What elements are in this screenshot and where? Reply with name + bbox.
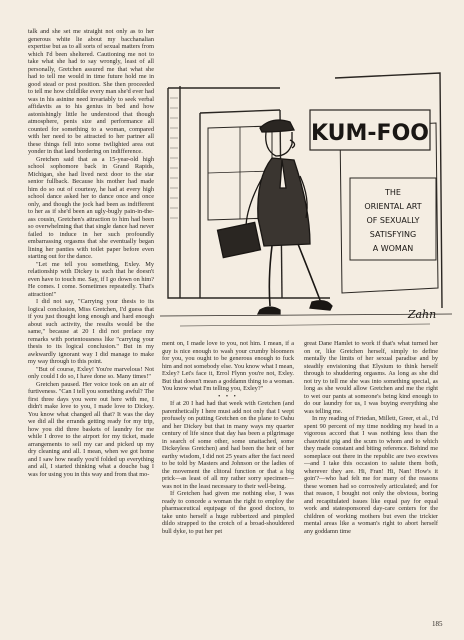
window-sign-line: THE — [385, 188, 401, 197]
paragraph: If at 20 I had had that week with Gretchen (and parenthetically I here must add not only that I wept profusely on putting Gretchen on the plane to Oahu and her Dickey but that in many ways my quarter century of life since that day has been a pilgrimage in search of some other, some unattached, some Dickeyless Gretchen) and had been the heir of her earthy wisdom, I did not 25 years after the fact need to be told by Masters and Johnson or the ladies of the movement the clitoral function or that a big prick—as least of all my rather sorry specimen—was not in the least necessary to their well-being. — [162, 400, 294, 490]
paragraph: I did not say, "Carrying your thesis to its logical conclusion, Miss Gretchen, I'd guess that if you just thought long enough and hard enough about such activity, the results would be the same," because at 20 I did not preface my remarks with portentousness like "carrying your thesis to its logical conclusion." But in my awkwardly ignorant way I did manage to make my way through to this point. — [28, 298, 154, 365]
paragraph: If Gretchen had given me nothing else, I was ready to concede a woman the right to employ the pharmaceutical equipage of the good doctors, to take unto herself a huge rubberized and pimpled dildo strapped to the crotch of a broad-shouldered bull dyke, to put her pet — [162, 490, 294, 535]
section-separator: • • • — [218, 392, 238, 400]
paragraph: Gretchen paused. Her voice took on an air of furtiveness. "Can I tell you something awful? The first three days you were out here with me, I didn't make love to you, I made love to Dickey. You know what changed all that? It was the day we did all the errands getting ready for my trip, how you did three baskets of laundry for me while I drove to the airport for my ticket, made arrangements to sell my car and picked up my dry cleaning and all. I mean, when we got home and I saw how neatly you'd folded up everything and all, I started thinking what a douche bag I was for using you in this way and from that mo- — [28, 380, 154, 478]
text-column-middle — [162, 340, 294, 622]
text-column-right — [304, 340, 438, 622]
paragraph: In my reading of Friedan, Millett, Greer, et al., I'd spent 90 percent of my time nodding my head in a vigorous accord that I was nothing less than the chauvinist pig and the scum to whom and to which they made constant and biting reference. Behind me someplace out there in the republic are two exwives—and I take this occasion to salute them both, wherever they are. Hi, Fran! Hi, Nan! How's it goin'?—who had felt me for many of the reasons these women had so corrosively articulated; and for that reason, I bought not only the obvious, boring and recapitulated issues like equal pay for equal work and statesponsored day-care centers for the children of working mothers but even the trickier mental areas like a woman's right to abort herself any goddamn time — [304, 415, 438, 535]
paragraph: talk and she set me straight not only as to her generous white lie about my bacchanalian expertise but as to all sorts of sexual matters from which I'd been sheltered. Cautioning me not to take what she had to say wrongly, least of all personally, Gretchen assured me that what she had to tell me would in time future hold me in good stead or post position. She then proceeded to tell me how childlike every man she'd ever had was in his asinine need invariably to seek verbal affidavits as to his genius in bed and how astonishingly little he understood that though atmosphere, penis size and performance all counted for something to a woman, compared with her need to be attracted to her partner all these things fell into some twilighted area out yonder in that land bordering on indifference. — [28, 28, 154, 155]
paragraph: "Let me tell you something, Exley. My relationship with Dickey is such that he doesn't even have to touch me. Say, if I go down on him? He comes. I come. Sometimes repeatedly. That's attraction!" — [28, 260, 154, 298]
paragraph: ment on, I made love to you, not him. I mean, if a guy is nice enough to wash your crumby bloomers for you, you ought to be generous enough to fuck him and not somebody else. You know what I mean, Exley? Let's face it, Errol Flynn you're not, Exley. But that doesn't mean a goddamn thing to a woman. You know what I'm telling you, Exley?" — [162, 340, 294, 392]
cartoon-illustration — [160, 18, 452, 336]
shop-sign-text: KUM-FOO — [311, 121, 429, 146]
paragraph: Gretchen said that as a 15-year-old high school sophomore back in Grand Rapids, Michigan, she had lived next door to the star senior fullback. Because his mother had made him do so out of courtesy, he had at every high school dance asked her to dance once and once only, and though the jock had been as indifferent to her as if she'd been an ugly-bugly pain-in-the-ass cousin, Gretchen's attraction to him had been so overwhelming that that single dance had never failed to induce in her such profoundly embarrassing orgasms that she eventually began lining her panties with toilet paper before even starting out for the dance. — [28, 155, 154, 260]
window-sign-line: ORIENTAL ART — [364, 202, 422, 211]
page-number: 185 — [432, 620, 443, 628]
text-column-left — [28, 28, 154, 620]
window-sign — [350, 178, 436, 260]
window-sign-line: OF SEXUALLY — [366, 216, 420, 225]
paragraph: great Dane Hamlet to work if that's what turned her on or, like Gretchen herself, simply to define mentally the limits of her sexual paradise and by steadily envisioning that Elysium to think herself through to shuddering orgasms. As long as she did not try to tell me she was into something special, as long as she would allow Gretchen and me the right to wet our pants at someone's being kind enough to do our laundry for us, I was buying everything she was telling me. — [304, 340, 438, 415]
window-sign-line: A WOMAN — [372, 244, 414, 253]
paragraph: "But of course, Exley! You're marvelous! Not only could I do so, I have done so. Many times!" — [28, 365, 154, 380]
artist-signature: Zahn — [407, 308, 437, 321]
shop-sign — [310, 110, 430, 150]
window-sign-line: SATISFYING — [369, 230, 417, 239]
